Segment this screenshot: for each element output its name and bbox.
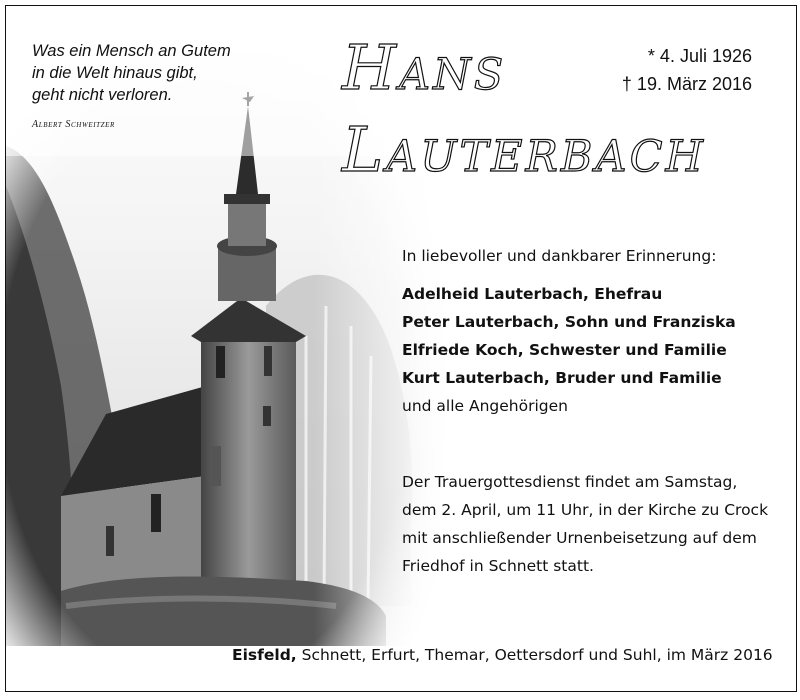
mourners-list	[402, 280, 736, 420]
death-date: † 19. März 2016	[621, 74, 752, 94]
quote-line: geht nicht verloren.	[32, 86, 173, 104]
mourner: Kurt Lauterbach, Bruder und Familie	[402, 369, 722, 387]
relatives-line: und alle Angehörigen	[402, 397, 568, 415]
mourner: Peter Lauterbach, Sohn und Franziska	[402, 313, 736, 331]
footer-places	[232, 642, 773, 668]
service-line: dem 2. April, um 11 Uhr, in der Kirche zu Crock	[402, 501, 769, 519]
last-name: Lauterbach	[342, 113, 706, 186]
mourner: Elfriede Koch, Schwester und Familie	[402, 341, 727, 359]
service-line: Friedhof in Schnett statt.	[402, 557, 594, 575]
footer-rest: Schnett, Erfurt, Themar, Oettersdorf und Suhl, im März 2016	[296, 646, 773, 664]
quote-line: in die Welt hinaus gibt,	[32, 64, 198, 82]
service-info	[402, 468, 768, 580]
birth-date: * 4. Juli 1926	[647, 46, 752, 66]
mourner: Adelheid Lauterbach, Ehefrau	[402, 285, 663, 303]
quote-line: Was ein Mensch an Gutem	[32, 42, 231, 60]
quote-author: Albert Schweitzer	[32, 119, 115, 130]
service-line: Der Trauergottesdienst findet am Samstag,	[402, 473, 738, 491]
quote	[32, 40, 272, 106]
life-dates	[622, 42, 752, 98]
intro-text: In liebevoller und dankbarer Erinnerung:	[402, 247, 717, 265]
first-name: Hans	[342, 31, 507, 104]
service-line: mit anschließender Urnenbeisetzung auf dem	[402, 529, 757, 547]
obituary-notice	[5, 5, 797, 692]
footer-place: Eisfeld,	[232, 646, 297, 664]
